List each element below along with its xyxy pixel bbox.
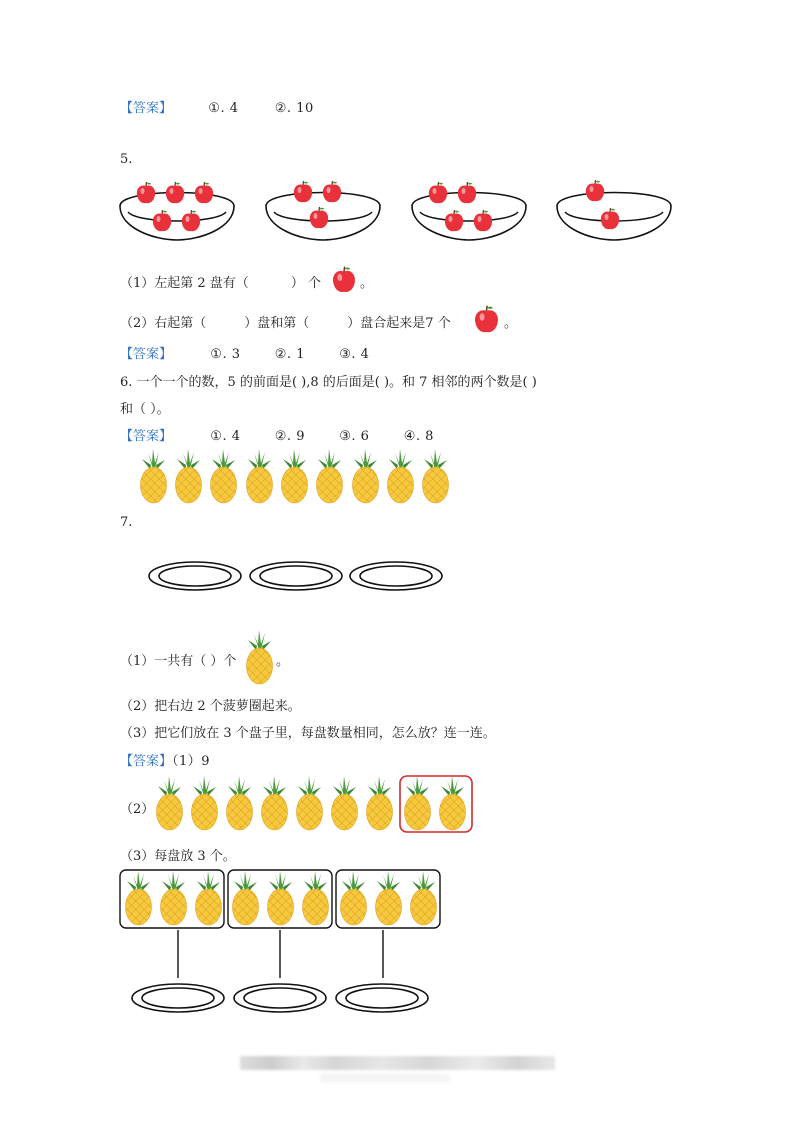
pineapple-7 xyxy=(353,449,379,503)
answer-tag: 【答案】 xyxy=(120,754,173,769)
pineapple-3 xyxy=(227,776,253,830)
q7-answer-line xyxy=(120,750,210,769)
pineapple-5 xyxy=(282,449,308,503)
pineapple-3 xyxy=(211,449,237,503)
answer-1: （1）9 xyxy=(172,754,211,769)
answer-2: ②. 1 xyxy=(274,347,305,362)
pineapple-7 xyxy=(367,776,393,830)
answer-tag: 【答案】 xyxy=(120,347,173,362)
pineapple-4 xyxy=(247,449,273,503)
pineapple-8 xyxy=(376,871,402,925)
plate-1 xyxy=(132,984,224,1012)
apple-plates-figure xyxy=(118,176,678,248)
pineapple-4 xyxy=(233,871,259,925)
q4-answer-line xyxy=(120,97,314,116)
apple-icon xyxy=(474,302,502,332)
answer-tag: 【答案】 xyxy=(120,429,173,444)
q5-sub2-p2: ）盘和第（ xyxy=(244,316,310,331)
answer2-pineapples xyxy=(152,774,478,836)
pineapple-row xyxy=(138,449,458,507)
answer-1: ①. 3 xyxy=(210,347,241,362)
q7-sub3: （3）把它们放在 3 个盘子里，每盘数量相同，怎么放？连一连。 xyxy=(120,726,496,741)
plate-2 xyxy=(266,181,380,240)
pineapple-7 xyxy=(341,871,367,925)
plate-1 xyxy=(149,562,241,590)
q5-sub1-end: 。 xyxy=(360,276,374,291)
footer-watermark-sub xyxy=(320,1074,450,1082)
q7-number: 7. xyxy=(120,515,133,530)
plate-2 xyxy=(234,984,326,1012)
answer-tag: 【答案】 xyxy=(120,101,173,116)
pineapple-9 xyxy=(423,449,449,503)
pineapple-4 xyxy=(262,776,288,830)
plate-1 xyxy=(120,182,234,240)
pineapple-2 xyxy=(176,449,202,503)
pineapple-2 xyxy=(192,776,218,830)
answer-2: ②. 10 xyxy=(274,101,314,116)
apple-icon xyxy=(332,263,358,293)
pineapple-icon xyxy=(244,630,276,688)
q7-sub2: （2）把右边 2 个菠萝圈起来。 xyxy=(120,699,301,714)
plate-3 xyxy=(336,984,428,1012)
pineapple-1 xyxy=(126,871,152,925)
pineapple-3 xyxy=(196,871,222,925)
pineapple-5 xyxy=(297,776,323,830)
q7-answer2-label: （2） xyxy=(120,802,155,817)
q7-answer3: （3）每盘放 3 个。 xyxy=(120,849,236,864)
empty-plates xyxy=(148,560,448,594)
q7-sub1-end: 。 xyxy=(276,654,290,669)
plate-3 xyxy=(412,182,526,240)
pineapple-8 xyxy=(405,776,431,830)
answer-1: ①. 4 xyxy=(210,429,241,444)
q5-sub1-prefix: （1）左起第 2 盘有（ xyxy=(120,276,249,291)
answer3-groups xyxy=(118,868,448,1016)
footer-watermark xyxy=(240,1056,555,1070)
q5-sub2-end: 。 xyxy=(504,316,518,331)
q5-sub1 xyxy=(120,272,321,291)
q6-line2: 和（ ）。 xyxy=(120,402,170,417)
q6-line1: 6. 一个一个的数，5 的前面是( ),8 的后面是( )。和 7 相邻的两个数是( ) xyxy=(120,375,537,390)
plate-4 xyxy=(557,180,671,240)
q5-sub2-p3: ）盘合起来是7 个 xyxy=(347,316,451,331)
pineapple-5 xyxy=(268,871,294,925)
answer-3: ③. 6 xyxy=(339,429,370,444)
pineapple-9 xyxy=(411,871,437,925)
answer-4: ④. 8 xyxy=(403,429,434,444)
pineapple-6 xyxy=(332,776,358,830)
q6-answer-line xyxy=(120,425,434,444)
pineapple-1 xyxy=(141,449,167,503)
q5-number: 5. xyxy=(120,152,133,167)
q5-sub1-suffix: ） 个 xyxy=(290,276,321,291)
q5-sub2 xyxy=(120,312,451,331)
pineapple-6 xyxy=(317,449,343,503)
answer-1: ①. 4 xyxy=(208,101,239,116)
q5-sub2-p1: （2）右起第（ xyxy=(120,316,207,331)
pineapple-9 xyxy=(440,776,466,830)
q7-sub1: （1）一共有（ ）个 xyxy=(120,654,237,669)
pineapple-6 xyxy=(303,871,329,925)
plate-2 xyxy=(250,562,342,590)
pineapple-1 xyxy=(157,776,183,830)
answer-2: ②. 9 xyxy=(274,429,305,444)
pineapple-2 xyxy=(161,871,187,925)
plate-3 xyxy=(350,562,442,590)
q5-answer-line xyxy=(120,343,369,362)
pineapple-8 xyxy=(388,449,414,503)
answer-3: ③. 4 xyxy=(339,347,370,362)
